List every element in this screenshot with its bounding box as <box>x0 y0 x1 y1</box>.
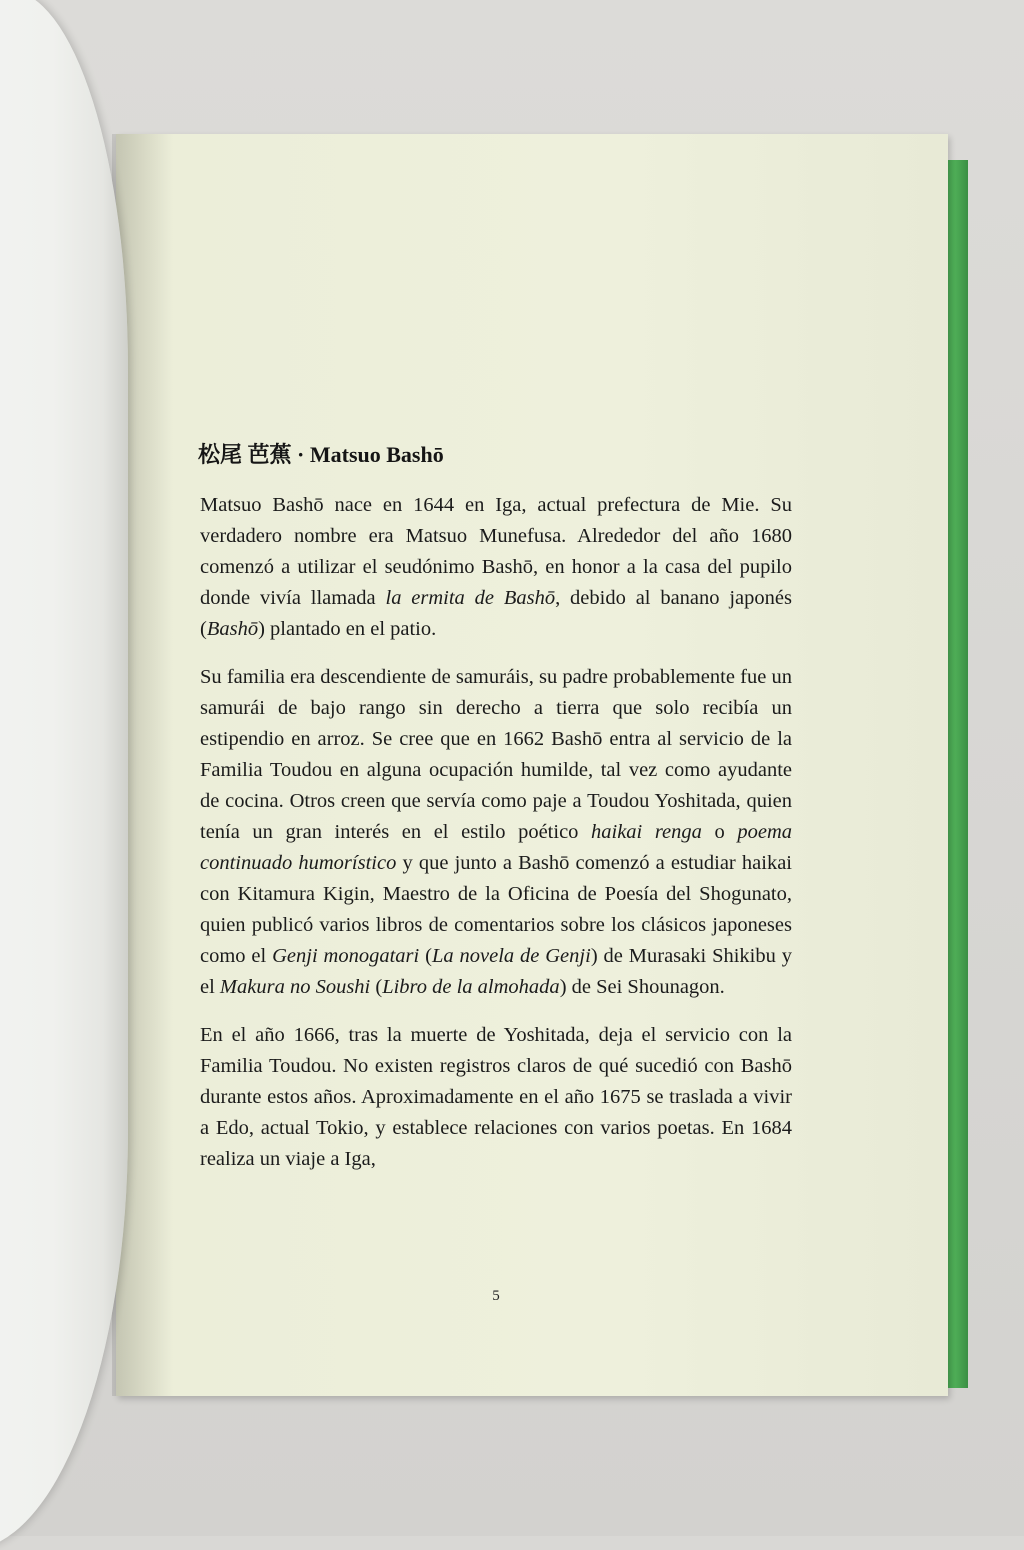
page-number: 5 <box>492 1288 500 1304</box>
text-run: y que junto a Bashō comenzó a estudiar haikai con Kitamura Kigin, Maestro de la Oficina de Poesía del Shogunato, quien publicó varios libros de comentarios sobre los clásicos japoneses como el <box>200 852 792 967</box>
text-run: , debido al banano japonés ( <box>200 587 792 640</box>
text-run: Su familia era descendiente de samuráis, su padre probablemente fue un samurái de bajo rango sin derecho a tierra que solo recibía un estipendio en arroz. Se cree que en 1662 Bashō entra al servicio de la Familia Toudou en alguna ocupación humilde, tal vez como ayudante de cocina. Otros creen que servía como paje a Toudou Yoshitada, quien tenía un gran interés en el estilo poético <box>200 666 792 843</box>
paragraph <box>200 662 792 1003</box>
section-heading <box>198 438 444 469</box>
italic-text: Genji monogatari <box>272 945 420 967</box>
text-run: ( <box>370 976 383 998</box>
italic-text: Libro de la almohada <box>382 976 560 998</box>
italic-text: haikai renga <box>591 821 702 843</box>
text-run: ) de Sei Shounagon. <box>559 976 725 998</box>
heading-kanji: 松尾 芭蕉 <box>198 442 292 467</box>
facing-page <box>0 0 128 1550</box>
heading-separator: · <box>297 442 305 467</box>
italic-text: la ermita de Bashō <box>385 587 556 609</box>
heading-name: Matsuo Bashō <box>309 442 444 467</box>
text-run: En el año 1666, tras la muerte de Yoshitada, deja el servicio con la Familia Toudou. No existen registros claros de qué sucedió con Bashō durante estos años. Aproximadamente en el año 1675 se traslada a vivir a Edo, actual Tokio, y establece relaciones con varios poetas. En 1684 realiza un viaje a Iga, <box>200 1024 792 1170</box>
italic-text: La novela de Genji <box>431 945 591 967</box>
italic-text: poema continuado humorístico <box>200 821 793 874</box>
text-run: ) plantado en el patio. <box>258 618 437 640</box>
text-run: Matsuo Bashō nace en 1644 en Iga, actual prefectura de Mie. Su verdadero nombre era Matsuo Munefusa. Alrededor del año 1680 comenzó a utilizar el seudónimo Bashō, en honor a la casa del pupilo donde vivía llamada <box>200 494 792 609</box>
text-run: ( <box>419 945 432 967</box>
italic-text: Bashō <box>206 618 259 640</box>
text-run: ) de Murasaki Shikibu y el <box>200 945 793 998</box>
paragraph <box>200 1020 792 1175</box>
body-text <box>200 490 792 1175</box>
text-run: o <box>701 821 738 843</box>
paragraph <box>200 490 792 645</box>
italic-text: Makura no Soushi <box>219 976 371 998</box>
